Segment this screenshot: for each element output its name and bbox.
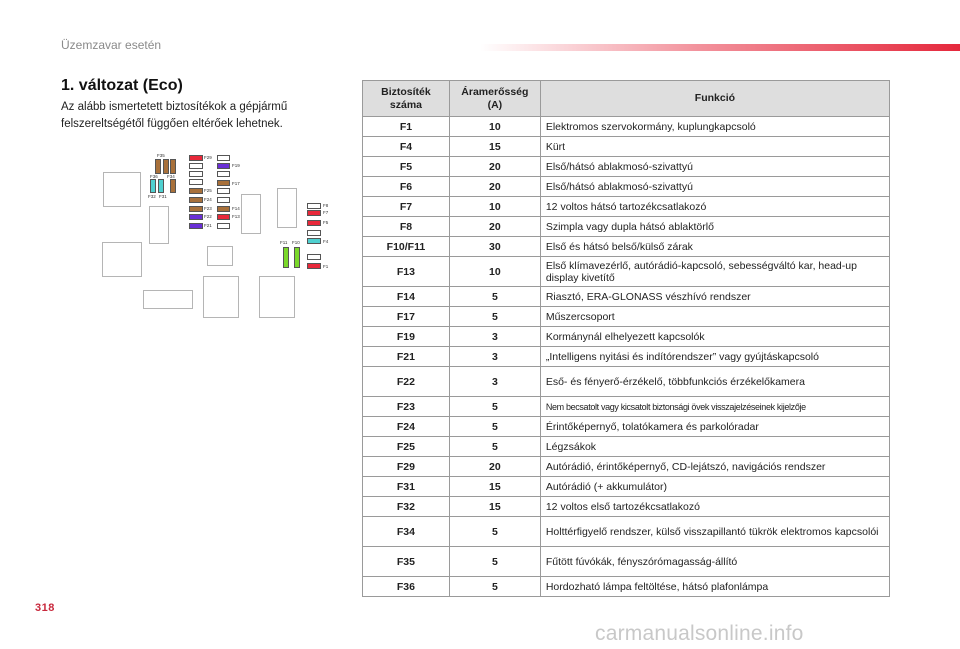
fuse-f1: [307, 263, 321, 269]
fuse-box-diagram: [95, 150, 335, 325]
fuse-id: F5: [363, 157, 450, 177]
fuse-id: F22: [363, 367, 450, 397]
fuse-amperage: 5: [449, 437, 540, 457]
fuse-label: F29: [204, 155, 212, 160]
fuse-amperage: 15: [449, 477, 540, 497]
fuse-slot: [189, 179, 203, 185]
fuse-amperage: 15: [449, 137, 540, 157]
fuse-amperage: 10: [449, 257, 540, 287]
fuse-amperage: 3: [449, 367, 540, 397]
fuse-label: F32: [148, 194, 156, 199]
diagram-block: [203, 276, 239, 318]
header-accent-bar: [480, 44, 960, 51]
fuse-id: F25: [363, 437, 450, 457]
diagram-block: [102, 242, 142, 277]
fuse-amperage: 30: [449, 237, 540, 257]
table-row: [363, 287, 890, 307]
fuse-f10: [294, 247, 300, 268]
diagram-block: [277, 188, 297, 228]
table-row: [363, 457, 890, 477]
fuse-amperage: 5: [449, 577, 540, 597]
fuse-function: Légzsákok: [540, 437, 889, 457]
fuse-f13: [217, 214, 230, 220]
fuse-f35c: [170, 159, 176, 174]
fuse-table: [362, 80, 890, 597]
table-row: [363, 177, 890, 197]
table-row: [363, 497, 890, 517]
fuse-amperage: 5: [449, 307, 540, 327]
fuse-id: F8: [363, 217, 450, 237]
fuse-id: F31: [363, 477, 450, 497]
fuse-label: F35: [157, 153, 165, 158]
fuse-f11: [283, 247, 289, 268]
fuse-function: Első/hátsó ablakmosó-szivattyú: [540, 177, 889, 197]
fuse-function: Riasztó, ERA-GLONASS vészhívó rendszer: [540, 287, 889, 307]
table-row: [363, 477, 890, 497]
header-function: Funkció: [540, 81, 889, 117]
fuse-amperage: 5: [449, 417, 540, 437]
fuse-f36: [150, 179, 156, 193]
fuse-label: F7: [323, 210, 329, 215]
table-row: [363, 547, 890, 577]
fuse-id: F34: [363, 517, 450, 547]
fuse-amperage: 10: [449, 197, 540, 217]
table-row: [363, 217, 890, 237]
fuse-id: F7: [363, 197, 450, 217]
fuse-amperage: 3: [449, 347, 540, 367]
diagram-block: [207, 246, 233, 266]
fuse-f24: [189, 197, 203, 203]
header-amperage: Áramerősség (A): [449, 81, 540, 117]
fuse-label: F1: [323, 264, 329, 269]
fuse-f5: [307, 220, 321, 226]
fuse-f35: [155, 159, 161, 174]
fuse-id: F21: [363, 347, 450, 367]
fuse-slot: [307, 230, 321, 236]
diagram-block: [103, 172, 141, 207]
fuse-slot: [307, 254, 321, 260]
fuse-label: F34: [167, 174, 175, 179]
table-row: [363, 257, 890, 287]
fuse-amperage: 5: [449, 517, 540, 547]
fuse-function: Szimpla vagy dupla hátsó ablaktörlő: [540, 217, 889, 237]
section-title: Üzemzavar esetén: [61, 38, 162, 52]
table-row: [363, 347, 890, 367]
fuse-f34: [170, 179, 176, 193]
fuse-f32: [158, 179, 164, 193]
table-row: [363, 197, 890, 217]
fuse-id: F1: [363, 117, 450, 137]
fuse-slot: [217, 197, 230, 203]
fuse-id: F29: [363, 457, 450, 477]
fuse-f8: [307, 203, 321, 209]
fuse-f7: [307, 210, 321, 216]
fuse-f22: [189, 214, 203, 220]
fuse-id: F13: [363, 257, 450, 287]
watermark: carmanualsonline.info: [595, 622, 804, 645]
fuse-label: F19: [232, 163, 240, 168]
fuse-amperage: 10: [449, 117, 540, 137]
fuse-label: F31: [159, 194, 167, 199]
fuse-label: F23: [204, 206, 212, 211]
table-row: [363, 517, 890, 547]
fuse-function: 12 voltos hátsó tartozékcsatlakozó: [540, 197, 889, 217]
fuse-function: Kürt: [540, 137, 889, 157]
fuse-function: Első és hátsó belső/külső zárak: [540, 237, 889, 257]
fuse-f17: [217, 180, 230, 186]
diagram-block: [149, 206, 169, 244]
fuse-function: Kormánynál elhelyezett kapcsolók: [540, 327, 889, 347]
fuse-function: Fűtött fúvókák, fényszórómagasság-állító: [540, 547, 889, 577]
table-row: [363, 327, 890, 347]
table-row: [363, 157, 890, 177]
fuse-amperage: 5: [449, 287, 540, 307]
fuse-slot: [217, 188, 230, 194]
fuse-function: „Intelligens nyitási és indítórendszer” vagy gyújtáskapcsoló: [540, 347, 889, 367]
fuse-slot: [217, 223, 230, 229]
fuse-label: F13: [232, 214, 240, 219]
table-row: [363, 137, 890, 157]
fuse-id: F35: [363, 547, 450, 577]
fuse-label: F11: [280, 240, 288, 245]
table-row: [363, 117, 890, 137]
fuse-function: Elektromos szervokormány, kuplungkapcsoló: [540, 117, 889, 137]
fuse-label: F24: [204, 197, 212, 202]
table-row: [363, 417, 890, 437]
fuse-label: F4: [323, 239, 329, 244]
fuse-id: F14: [363, 287, 450, 307]
fuse-label: F21: [204, 223, 212, 228]
fuse-id: F19: [363, 327, 450, 347]
fuse-slot: [217, 171, 230, 177]
fuse-amperage: 20: [449, 217, 540, 237]
table-header-row: [363, 81, 890, 117]
fuse-id: F24: [363, 417, 450, 437]
fuse-function: Műszercsoport: [540, 307, 889, 327]
diagram-block: [259, 276, 295, 318]
fuse-slot: [189, 171, 203, 177]
fuse-label: F17: [232, 181, 240, 186]
fuse-label: F14: [232, 206, 240, 211]
fuse-function: Nem becsatolt vagy kicsatolt biztonsági övek visszajelzéseinek kijelzője: [540, 397, 889, 417]
fuse-slot: [189, 163, 203, 169]
fuse-amperage: 20: [449, 177, 540, 197]
fuse-function: Autórádió (+ akkumulátor): [540, 477, 889, 497]
fuse-function: Autórádió, érintőképernyő, CD-lejátszó, navigációs rendszer: [540, 457, 889, 477]
fuse-id: F32: [363, 497, 450, 517]
fuse-function: 12 voltos első tartozékcsatlakozó: [540, 497, 889, 517]
table-row: [363, 367, 890, 397]
fuse-f14: [217, 206, 230, 212]
fuse-function: Eső- és fényerő-érzékelő, többfunkciós érzékelőkamera: [540, 367, 889, 397]
fuse-label: F25: [204, 188, 212, 193]
page-number: 318: [35, 602, 55, 614]
fuse-label: F22: [204, 214, 212, 219]
fuse-amperage: 20: [449, 157, 540, 177]
fuse-f23: [189, 206, 203, 212]
fuse-label: F36: [150, 174, 158, 179]
fuse-id: F23: [363, 397, 450, 417]
diagram-block: [241, 194, 261, 234]
table-row: [363, 577, 890, 597]
fuse-amperage: 3: [449, 327, 540, 347]
fuse-amperage: 15: [449, 497, 540, 517]
fuse-id: F17: [363, 307, 450, 327]
diagram-block: [143, 290, 193, 309]
fuse-slot: [217, 155, 230, 161]
table-row: [363, 307, 890, 327]
table-row: [363, 397, 890, 417]
fuse-label: F8: [323, 203, 329, 208]
fuse-f35b: [163, 159, 169, 174]
fuse-function: Hordozható lámpa feltöltése, hátsó plafonlámpa: [540, 577, 889, 597]
fuse-function: Első klímavezérlő, autórádió-kapcsoló, sebességváltó kar, head-up display kivetítő: [540, 257, 889, 287]
variant-title: 1. változat (Eco): [61, 77, 183, 94]
fuse-amperage: 5: [449, 397, 540, 417]
fuse-function: Érintőképernyő, tolatókamera és parkolóradar: [540, 417, 889, 437]
fuse-f19: [217, 163, 230, 169]
fuse-f21: [189, 223, 203, 229]
fuse-f25: [189, 188, 203, 194]
fuse-f29: [189, 155, 203, 161]
fuse-amperage: 20: [449, 457, 540, 477]
fuse-function: Első/hátsó ablakmosó-szivattyú: [540, 157, 889, 177]
fuse-id: F4: [363, 137, 450, 157]
table-row: [363, 437, 890, 457]
fuse-label: F10: [292, 240, 300, 245]
header-fuse-no: Biztosíték száma: [363, 81, 450, 117]
intro-text: Az alább ismertetett biztosítékok a gépjármű felszereltségétől függően eltérőek lehetnek.: [61, 101, 288, 130]
fuse-f4: [307, 238, 321, 244]
fuse-id: F6: [363, 177, 450, 197]
fuse-id: F36: [363, 577, 450, 597]
fuse-function: Holttérfigyelő rendszer, külső visszapillantó tükrök elektromos kapcsolói: [540, 517, 889, 547]
fuse-id: F10/F11: [363, 237, 450, 257]
fuse-amperage: 5: [449, 547, 540, 577]
fuse-label: F5: [323, 220, 329, 225]
table-row: [363, 237, 890, 257]
